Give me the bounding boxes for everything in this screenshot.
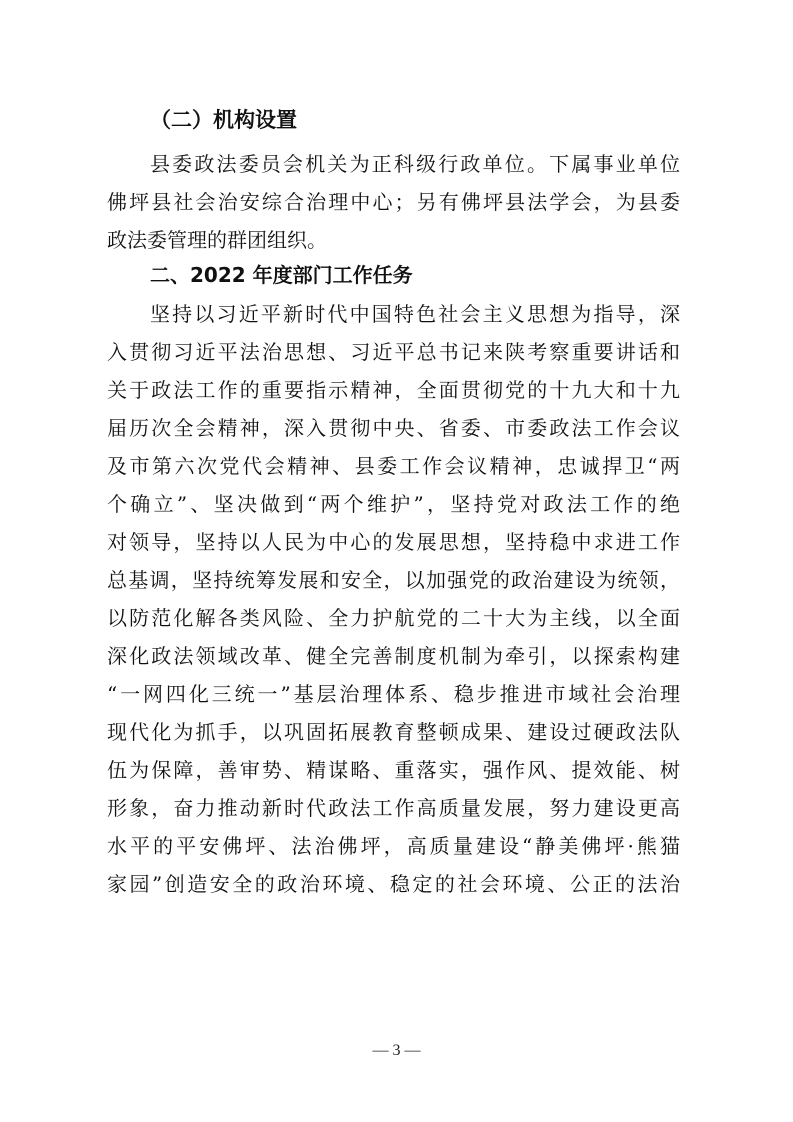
paragraph-line: 水平的平安佛坪、法治佛坪，高质量建设“静美佛坪·熊猫 [107,834,680,858]
paragraph-line: 佛坪县社会治安综合治理中心；另有佛坪县法学会，为县委 [107,190,680,214]
page-number: — 3 — [372,1042,421,1059]
paragraph-line: “一网四化三统一”基层治理体系、稳步推进市域社会治理 [107,682,680,706]
paragraph-line: 入贯彻习近平法治思想、习近平总书记来陕考察重要讲话和 [107,340,680,364]
paragraph-line: 现代化为抓手，以巩固拓展教育整顿成果、建设过硬政法队 [107,720,680,744]
paragraph-line: 形象，奋力推动新时代政法工作高质量发展，努力建设更高 [107,796,680,820]
paragraph-line: 关于政法工作的重要指示精神，全面贯彻党的十九大和十九 [107,378,680,402]
section-heading-organization: （二）机构设置 [150,108,297,132]
paragraph-line: 深化政法领域改革、健全完善制度机制为牵引，以探索构建 [107,644,680,668]
paragraph-line: 及市第六次党代会精神、县委工作会议精神，忠诚捍卫“两 [107,454,680,478]
paragraph-line: 政法委管理的群团组织。 [107,228,327,252]
paragraph-line: 总基调，坚持统筹发展和安全，以加强党的政治建设为统领， [107,568,680,592]
paragraph-line: 对领导，坚持以人民为中心的发展思想，坚持稳中求进工作 [107,530,680,554]
paragraph-line: 个确立”、坚决做到“两个维护”，坚持党对政法工作的绝 [107,492,680,516]
paragraph-line: 家园”创造安全的政治环境、稳定的社会环境、公正的法治 [107,872,680,896]
section-heading-tasks: 二、2022 年度部门工作任务 [150,263,413,287]
paragraph-line: 坚持以习近平新时代中国特色社会主义思想为指导，深 [150,302,680,326]
paragraph-line: 届历次全会精神，深入贯彻中央、省委、市委政法工作会议 [107,416,680,440]
paragraph-line: 伍为保障，善审势、精谋略、重落实，强作风、提效能、树 [107,758,680,782]
paragraph-line: 以防范化解各类风险、全力护航党的二十大为主线，以全面 [107,606,680,630]
paragraph-line: 县委政法委员会机关为正科级行政单位。下属事业单位 [150,152,680,176]
